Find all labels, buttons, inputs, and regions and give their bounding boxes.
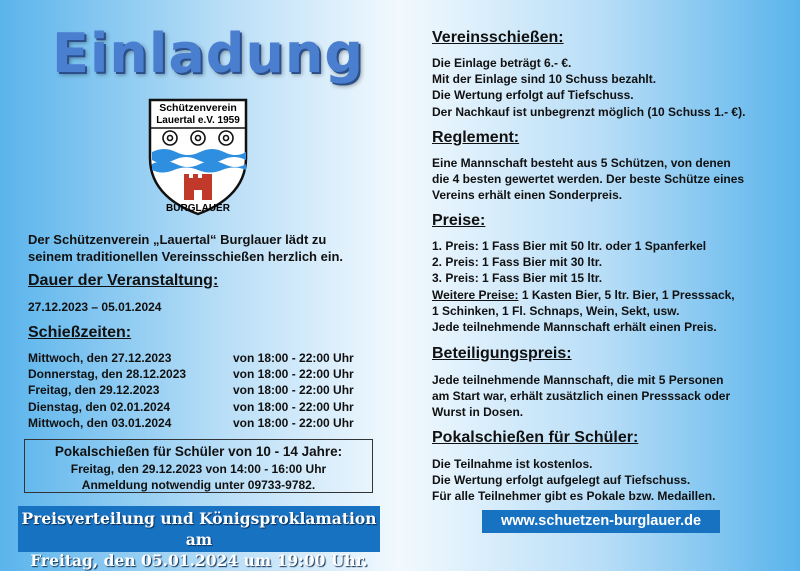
intro-text: Der Schützenverein „Lauertal“ Burglauer lädt zu seinem traditionellen Vereinsschießen herzlich ein. (28, 232, 343, 264)
youth-box (24, 439, 373, 493)
vereinsschiessen-heading: Vereinsschießen: (432, 29, 564, 46)
preise-text: 1. Preis: 1 Fass Bier mit 50 ltr. oder 1 Spanferkel 2. Preis: 1 Fass Bier mit 30 ltr. 3. Preis: 1 Fass Bier mit 15 ltr. Weitere Preise: 1 Kasten Bier, 5 ltr. Bier, 1 Presssack, 1 Schinken, 1 Fl. Schnaps, Wein, Sekt, usw. Jede teilnehmende Mannschaft erhält einen Preis. (432, 239, 735, 335)
crest-name-line1: Schützenverein (159, 102, 237, 114)
banner-line: Freitag, den 05.01.2024 um 19:00 Uhr. (30, 551, 368, 570)
schedule-heading: Schießzeiten: (28, 324, 132, 341)
beteiligung-text: Jede teilnehmende Mannschaft, die mit 5 Personen am Start war, erhält zusätzlich einen Presssack oder Wurst in Dosen. (432, 373, 731, 420)
schedule-row: Donnerstag, den 28.12.2023 von 18:00 - 22:00 Uhr (28, 367, 354, 382)
duration-heading: Dauer der Veranstaltung: (28, 272, 219, 289)
duration-dates: 27.12.2023 – 05.01.2024 (28, 300, 162, 314)
award-banner (18, 506, 380, 570)
youth-box-title: Pokalschießen für Schüler von 10 - 14 Jahre: (54, 444, 343, 459)
schedule-row: Freitag, den 29.12.2023 von 18:00 - 22:00 Uhr (28, 383, 354, 398)
schedule-list (28, 350, 373, 431)
page-title: Einladung (52, 22, 364, 85)
schedule-row: Mittwoch, den 03.01.2024 von 18:00 - 22:00 Uhr (28, 415, 354, 430)
banner-line: Preisverteilung und Königsproklamation am (21, 509, 377, 549)
preise-heading: Preise: (432, 212, 486, 229)
vereinsschiessen-text: Die Einlage beträgt 6.- €. Mit der Einlage sind 10 Schuss bezahlt. Die Wertung erfolgt auf Tiefschuss. Der Nachkauf ist unbegrenzt möglich (10 Schuss 1.- €). (432, 56, 746, 119)
crest-town: BURGLAUER (166, 203, 230, 214)
crest-name-line2: Lauertal e.V. 1959 (156, 115, 240, 126)
youth-box-registration: Anmeldung notwendig unter 09733-9782. (81, 478, 316, 492)
schedule-row: Mittwoch, den 27.12.2023 von 18:00 - 22:00 Uhr (28, 351, 354, 365)
pokal-heading: Pokalschießen für Schüler: (432, 429, 639, 446)
youth-box-date: Freitag, den 29.12.2023 von 14:00 - 16:00 Uhr (70, 462, 327, 476)
pokal-text: Die Teilnahme ist kostenlos. Die Wertung erfolgt aufgelegt auf Tiefschuss. Für alle Teilnehmer gibt es Pokale bzw. Medaillen. (432, 457, 716, 504)
website-link[interactable]: www.schuetzen-burglauer.de (482, 510, 720, 533)
castle-icon (184, 174, 212, 200)
beteiligung-heading: Beteiligungspreis: (432, 345, 572, 362)
club-crest (148, 98, 248, 216)
reglement-text: Eine Mannschaft besteht aus 5 Schützen, von denen die 4 besten gewertet werden. Der beste Schütze eines Vereins erhält einen Sonderpreis. (432, 156, 745, 203)
schedule-row: Dienstag, den 02.01.2024 von 18:00 - 22:00 Uhr (28, 399, 354, 414)
reglement-heading: Reglement: (432, 129, 520, 146)
